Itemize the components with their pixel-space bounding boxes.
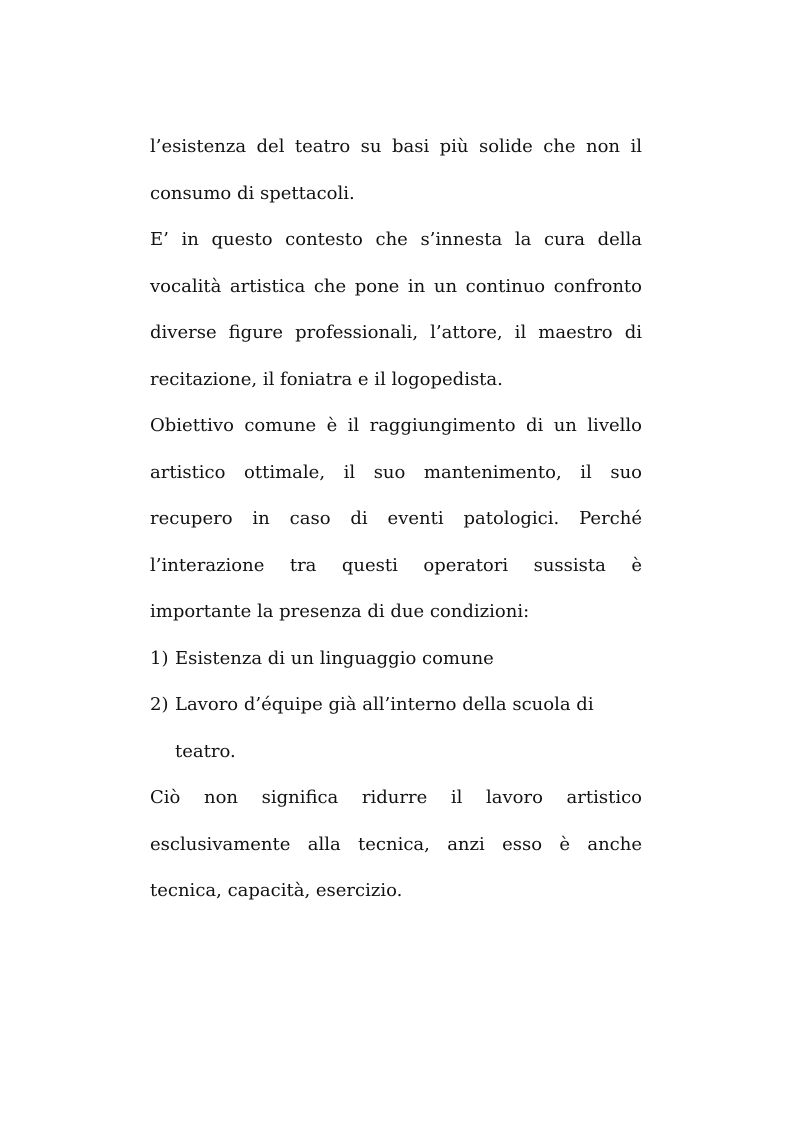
paragraph-common-objective: Obiettivo comune è il raggiungimento di un livello artistico ottimale, il suo mantenimento, il suo recupero in caso di eventi patologici. Perché l’interazione tra questi operatori sussista è importante la presenza di due condizioni:	[150, 415, 642, 622]
paragraph-vocal-art: E’ in questo contesto che s’innesta la cura della vocalità artistica che pone in un continuo confronto diverse figure professionali, l’attore, il maestro di recitazione, il foniatra e il logopedista.	[150, 229, 642, 390]
list-item	[150, 682, 642, 775]
body-text	[150, 124, 642, 915]
conditions-list	[150, 636, 642, 776]
list-item-number: 2)	[150, 694, 169, 715]
list-item	[150, 636, 642, 683]
list-item-text: Lavoro d’équipe già all’interno della scuola di teatro.	[175, 694, 594, 762]
paragraph-technique: Ciò non significa ridurre il lavoro artistico esclusivamente alla tecnica, anzi esso è anche tecnica, capacità, esercizio.	[150, 787, 642, 901]
list-item-number: 1)	[150, 647, 169, 669]
paragraph-continuation: l’esistenza del teatro su basi più solide che non il consumo di spettacoli.	[150, 136, 642, 204]
list-item-text: Esistenza di un linguaggio comune	[175, 647, 494, 669]
